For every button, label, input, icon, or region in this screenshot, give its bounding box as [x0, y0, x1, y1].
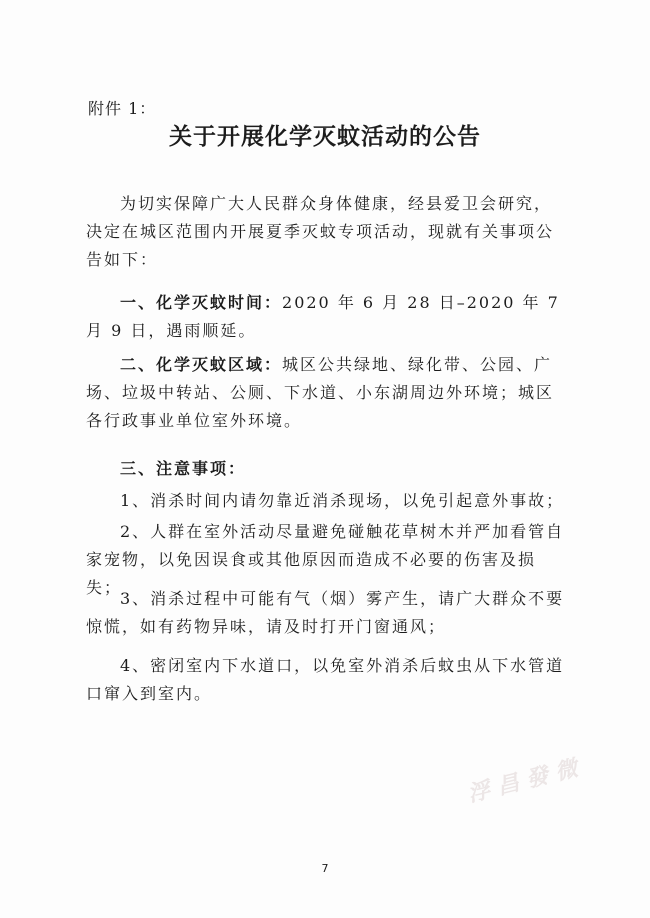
note-item: 2、人群在室外活动尽量避免碰触花草树木并严加看管自家宠物，以免因误食或其他原因而造成不必要的伤害及损失； — [86, 522, 565, 597]
attachment-label: 附件 1： — [88, 99, 157, 118]
document-title: 关于开展化学灭蚊活动的公告 — [169, 124, 481, 150]
section-time-label: 一、化学灭蚊时间： — [120, 293, 283, 312]
intro-paragraph: 为切实保障广大人民群众身体健康，经县爱卫会研究，决定在城区范围内开展夏季灭蚊专项活动，现就有关事项公告如下： — [86, 194, 555, 269]
section-notes-label: 三、注意事项： — [120, 459, 247, 478]
section-time-content: 2020 年 6 月 28 日–2020 年 7 月 9 日，遇雨顺延。 — [86, 293, 560, 340]
section-area — [86, 351, 566, 435]
note-item: 1、消杀时间内请勿靠近消杀现场，以免引起意外事故； — [120, 491, 565, 510]
section-area-label: 二、化学灭蚊区域： — [120, 355, 283, 374]
section-area-content: 城区公共绿地、绿化带、公园、广场、垃圾中转站、公厕、下水道、小东湖周边外环境；城区各行政事业单位室外环境。 — [86, 355, 555, 430]
section-notes — [86, 455, 566, 483]
note-item: 4、密闭室内下水道口，以免室外消杀后蚊虫从下水管道口窜入到室内。 — [86, 656, 565, 703]
section-time — [86, 289, 566, 345]
note-item: 3、消杀过程中可能有气（烟）雾产生，请广大群众不要惊慌，如有药物异味，请及时打开门窗通风； — [86, 589, 565, 636]
page-number: 7 — [321, 862, 329, 875]
watermark-stamp: 浮昌發微 — [465, 754, 588, 808]
